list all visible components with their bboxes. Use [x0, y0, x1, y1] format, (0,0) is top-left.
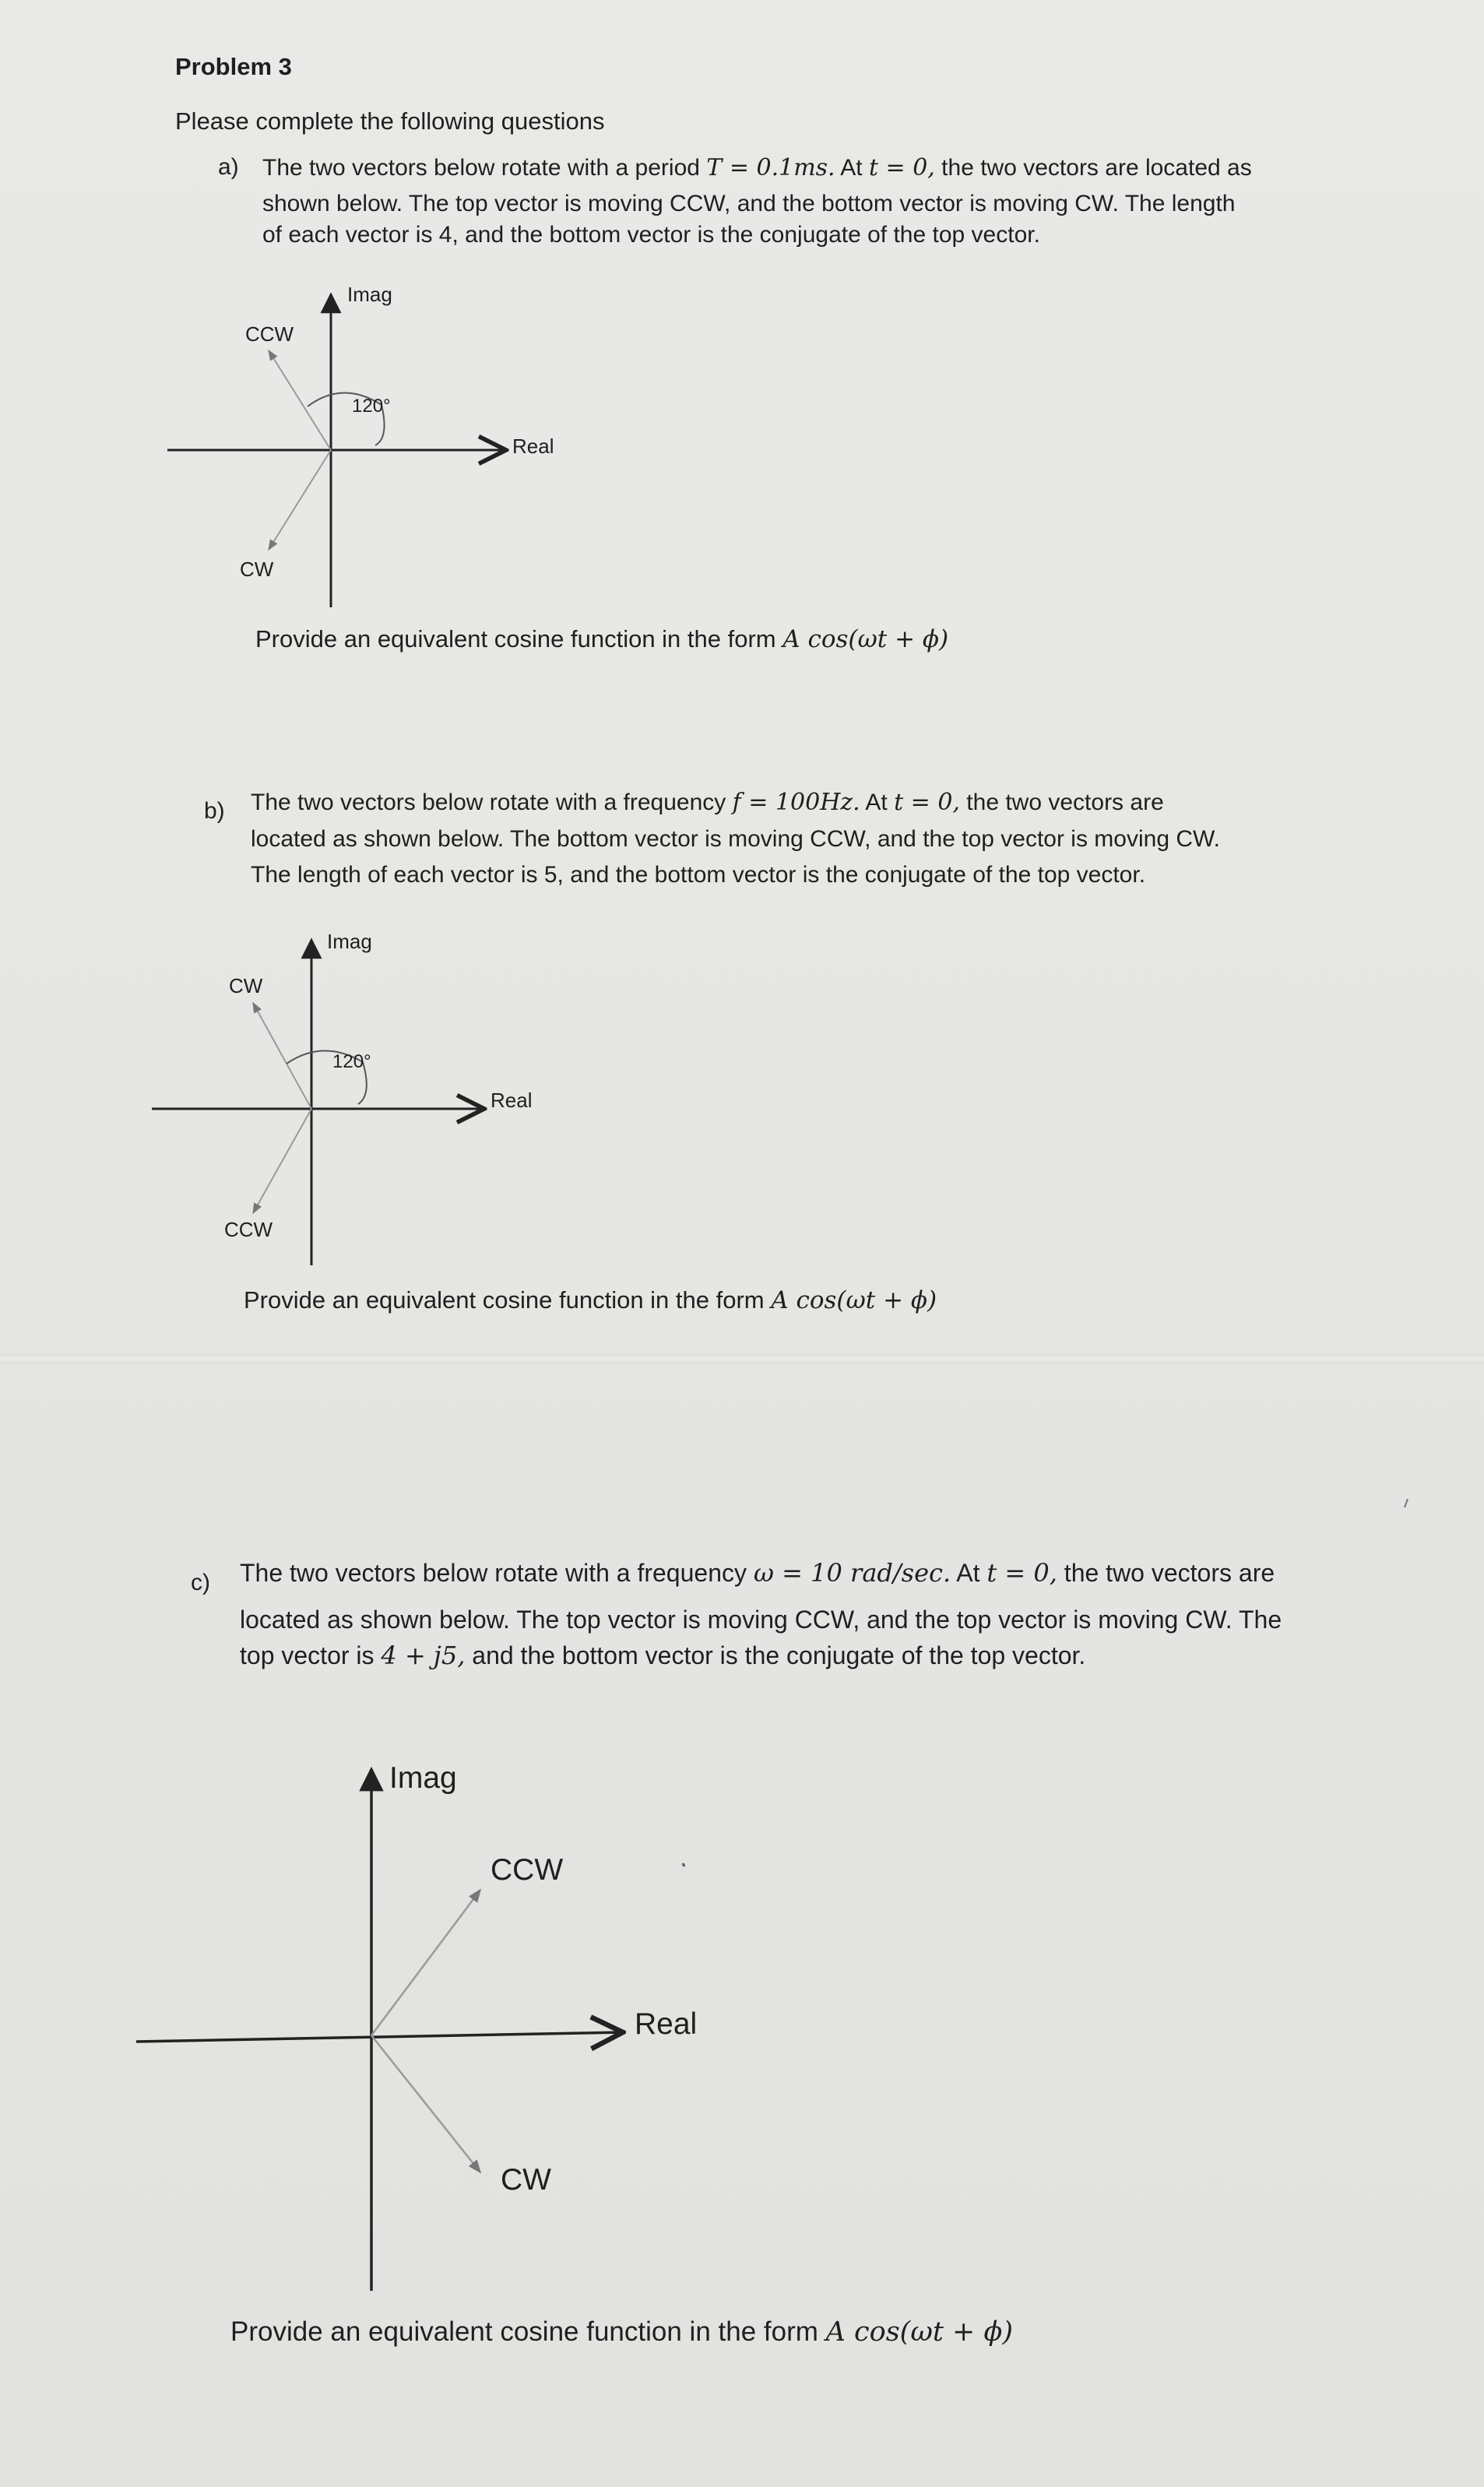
diagram-c-bottom-vector: [371, 2035, 480, 2172]
part-c-top-vector-value: 4 + j5,: [381, 1641, 466, 1670]
part-c-label: c): [191, 1570, 210, 1595]
part-a-line-1: The two vectors below rotate with a period T = 0.1ms. At t = 0, the two vectors are located as: [262, 154, 1252, 181]
diagram-a-top-label: CCW: [245, 322, 294, 346]
part-c-line-1: The two vectors below rotate with a frequency ω = 10 rad/sec. At t = 0, the two vectors are: [240, 1558, 1275, 1588]
diagram-a: [167, 294, 506, 607]
part-c-provide: Provide an equivalent cosine function in the form A cos(ωt + ϕ): [230, 2316, 1014, 2348]
part-b-line-2: located as shown below. The bottom vector is moving CCW, and the top vector is moving CW.: [251, 826, 1221, 852]
part-a-period: T = 0.1ms.: [706, 154, 835, 181]
diagram-c-top-vector: [371, 1890, 480, 2035]
diagram-b-real-label: Real: [491, 1089, 533, 1112]
diagram-a-bottom-label: CW: [240, 558, 274, 581]
diagram-c-bottom-label: CW: [501, 2163, 551, 2197]
diagram-a-imag-label: Imag: [347, 283, 392, 306]
diagram-b-bottom-label: CCW: [224, 1218, 273, 1241]
diagram-b-bottom-vector: [253, 1109, 311, 1213]
part-c-line-3: top vector is 4 + j5, and the bottom vector is the conjugate of the top vector.: [240, 1641, 1086, 1670]
diagram-c-top-label: CCW: [491, 1853, 564, 1887]
diagram-c-imag-label: Imag: [389, 1761, 457, 1795]
part-a-line-3: of each vector is 4, and the bottom vector is the conjugate of the top vector.: [262, 222, 1040, 248]
diagram-b-angle-label: 120°: [332, 1051, 371, 1072]
stray-mark: [1405, 1499, 1408, 1507]
diagram-a-top-vector: [269, 350, 331, 450]
part-b-label: b): [204, 798, 225, 824]
diagram-b-imag-label: Imag: [327, 930, 372, 953]
diagram-a-real-label: Real: [512, 434, 554, 458]
part-b-line-1: The two vectors below rotate with a frequency f = 100Hz. At t = 0, the two vectors are: [251, 789, 1164, 816]
part-c-frequency: ω = 10 rad/sec.: [753, 1558, 951, 1588]
part-a-label: a): [218, 154, 239, 180]
problem-title: Problem 3: [175, 53, 292, 80]
diagram-b: [152, 940, 484, 1265]
part-b-frequency: f = 100Hz.: [732, 789, 860, 816]
stray-mark: [683, 1863, 684, 1866]
diagram-c: [136, 1769, 623, 2291]
diagram-c-real-label: Real: [635, 2007, 698, 2041]
diagram-a-bottom-vector: [269, 450, 331, 550]
part-c-cosine-form: A cos(ωt + ϕ): [825, 2316, 1014, 2348]
diagram-c-real-axis: [136, 2032, 623, 2042]
part-a-provide: Provide an equivalent cosine function in the form A cos(ωt + ϕ): [255, 625, 949, 653]
part-b-provide: Provide an equivalent cosine function in the form A cos(ωt + ϕ): [244, 1286, 937, 1314]
part-c-line-2: located as shown below. The top vector is moving CCW, and the top vector is moving CW. The: [240, 1606, 1282, 1634]
part-a-line-2: shown below. The top vector is moving CCW, and the bottom vector is moving CW. The length: [262, 191, 1236, 216]
diagram-b-top-label: CW: [229, 974, 263, 997]
part-b-line-3: The length of each vector is 5, and the bottom vector is the conjugate of the top vector.: [251, 862, 1146, 888]
part-a-cosine-form: A cos(ωt + ϕ): [782, 625, 949, 653]
diagram-a-angle-label: 120°: [352, 396, 391, 417]
problem-intro: Please complete the following questions: [175, 107, 605, 135]
part-b-cosine-form: A cos(ωt + ϕ): [771, 1286, 937, 1314]
